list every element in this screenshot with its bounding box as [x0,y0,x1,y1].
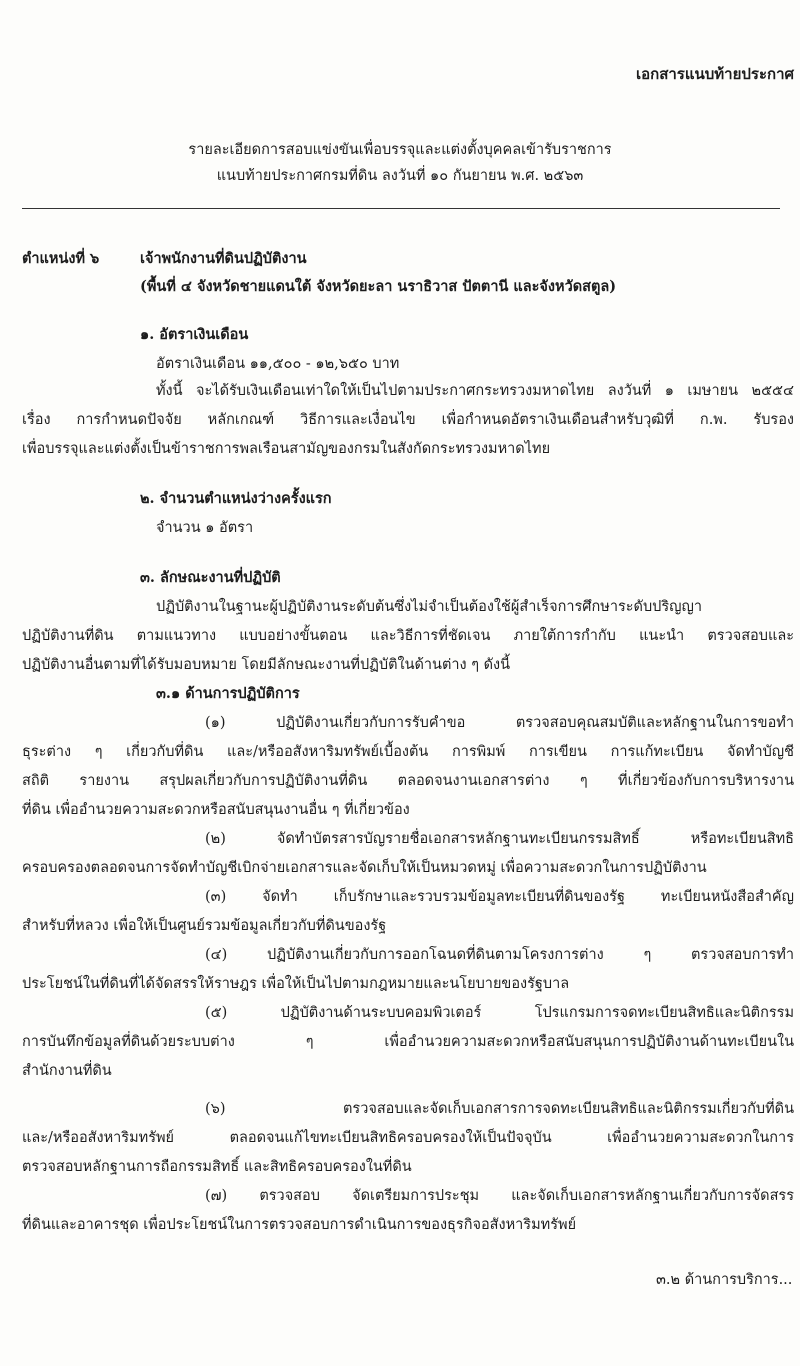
duty-item-2-line1: (๒) จัดทำบัตรสารบัญรายชื่อเอกสารหลักฐานทะเบียนกรรมสิทธิ์ หรือทะเบียนสิทธิ [205,831,794,847]
duty-item-1-line4: ที่ดิน เพื่ออำนวยความสะดวกหรือสนับสนุนงานอื่น ๆ ที่เกี่ยวข้อง [22,802,410,818]
header-divider [22,208,780,209]
duty-item-7-line1: (๗) ตรวจสอบ จัดเตรียมการประชุม และจัดเก็บเอกสารหลักฐานเกี่ยวกับการจัดสรร [205,1188,794,1204]
duty-item-4-line1: (๔) ปฏิบัติงานเกี่ยวกับการออกโฉนดที่ดินตามโครงการต่าง ๆ ตรวจสอบการทำ [205,947,794,963]
duties-intro-line2: ปฏิบัติงานที่ดิน ตามแนวทาง แบบอย่างขั้นตอน และวิธีการที่ชัดเจน ภายใต้การกำกับ แนะนำ ตรวจสอบและ [22,628,794,644]
duty-item-3-line1: (๓) จัดทำ เก็บรักษาและรวบรวมข้อมูลทะเบียนที่ดินของรัฐ ทะเบียนหนังสือสำคัญ [205,889,794,905]
duty-item-1-line3: สถิติ รายงาน สรุปผลเกี่ยวกับการปฏิบัติงานที่ดิน ตลอดจนงานเอกสารต่าง ๆ ที่เกี่ยวข้องกับการบริหารงาน [22,773,794,789]
document-title-line1: รายละเอียดการสอบแข่งขันเพื่อบรรจุและแต่งตั้งบุคคลเข้ารับราชการ [188,142,612,158]
document-title-line2: แนบท้ายประกาศกรมที่ดิน ลงวันที่ ๑๐ กันยายน พ.ศ. ๒๕๖๓ [216,168,584,184]
duties-intro-line3: ปฏิบัติงานอื่นตามที่ได้รับมอบหมาย โดยมีลักษณะงานที่ปฏิบัติในด้านต่าง ๆ ดังนี้ [22,657,511,673]
salary-note-line3: เพื่อบรรจุและแต่งตั้งเป็นข้าราชการพลเรือนสามัญของกรมในสังกัดกระทรวงมหาดไทย [22,441,551,457]
duty-item-1-line1: (๑) ปฏิบัติงานเกี่ยวกับการรับคำขอ ตรวจสอบคุณสมบัติและหลักฐานในการขอทำ [205,715,794,731]
duty-item-6-line1: (๖) ตรวจสอบและจัดเก็บเอกสารการจดทะเบียนสิทธิและนิติกรรมเกี่ยวกับที่ดิน [205,1101,794,1117]
position-name: เจ้าพนักงานที่ดินปฏิบัติงาน [140,250,307,267]
duty-item-4-line2: ประโยชน์ในที่ดินที่ได้จัดสรรให้ราษฎร เพื่อให้เป็นไปตามกฎหมายและนโยบายของรัฐบาล [22,976,570,992]
vacancy-count: จำนวน ๑ อัตรา [156,520,254,536]
section1-heading: ๑. อัตราเงินเดือน [140,326,249,343]
salary-note-line2: เรื่อง การกำหนดปัจจัย หลักเกณฑ์ วิธีการและเงื่อนไข เพื่อกำหนดอัตราเงินเดือนสำหรับวุฒิที่ ก.พ. รับรอง [22,412,794,428]
position-area: (พื้นที่ ๔ จังหวัดชายแดนใต้ จังหวัดยะลา นราธิวาส ปัตตานี และจังหวัดสตูล) [140,278,617,295]
duty-item-6-line3: ตรวจสอบหลักฐานการถือกรรมสิทธิ์ และสิทธิครอบครองในที่ดิน [22,1159,412,1175]
duty-item-5-line1: (๕) ปฏิบัติงานด้านระบบคอมพิวเตอร์ โปรแกรมการจดทะเบียนสิทธิและนิติกรรม [205,1005,794,1021]
document-reference-header: เอกสารแนบท้ายประกาศ [636,65,795,83]
section2-heading: ๒. จำนวนตำแหน่งว่างครั้งแรก [140,490,332,507]
duty-item-7-line2: ที่ดินและอาคารชุด เพื่อประโยชน์ในการตรวจสอบการดำเนินการของธุรกิจอสังหาริมทรัพย์ [22,1217,577,1233]
duty-item-2-line2: ครอบครองตลอดจนการจัดทำบัญชีเบิกจ่ายเอกสารและจัดเก็บให้เป็นหมวดหมู่ เพื่อความสะดวกในการปฏิบัติงาน [22,860,707,876]
position-label: ตำแหน่งที่ ๖ [22,250,100,267]
salary-note-line1: ทั้งนี้ จะได้รับเงินเดือนเท่าใดให้เป็นไปตามประกาศกระทรวงมหาดไทย ลงวันที่ ๑ เมษายน ๒๕๕๔ [156,383,794,399]
duty-item-5-line2: การบันทึกข้อมูลที่ดินด้วยระบบต่าง ๆ เพื่ออำนวยความสะดวกหรือสนับสนุนการปฏิบัติงานด้านทะเบียนใน [22,1034,794,1050]
subsection-3-1-heading: ๓.๑ ด้านการปฏิบัติการ [156,685,300,702]
section3-heading: ๓. ลักษณะงานที่ปฏิบัติ [140,569,281,586]
duty-item-5-line3: สำนักงานที่ดิน [22,1063,112,1079]
continued-next-page: ๓.๒ ด้านการบริการ... [656,1272,793,1288]
duty-item-3-line2: สำหรับที่หลวง เพื่อให้เป็นศูนย์รวมข้อมูลเกี่ยวกับที่ดินของรัฐ [22,918,387,934]
salary-range: อัตราเงินเดือน ๑๑,๕๐๐ - ๑๒,๖๕๐ บาท [156,356,400,372]
duty-item-1-line2: ธุระต่าง ๆ เกี่ยวกับที่ดิน และ/หรืออสังหาริมทรัพย์เบื้องต้น การพิมพ์ การเขียน การแก้ทะเบียน จัดทำบัญชี [22,744,794,760]
duties-intro-line1: ปฏิบัติงานในฐานะผู้ปฏิบัติงานระดับต้นซึ่งไม่จำเป็นต้องใช้ผู้สำเร็จการศึกษาระดับปริญญา [156,599,703,615]
duty-item-6-line2: และ/หรืออสังหาริมทรัพย์ ตลอดจนแก้ไขทะเบียนสิทธิครอบครองให้เป็นปัจจุบัน เพื่ออำนวยความสะดวกในการ [22,1130,794,1146]
